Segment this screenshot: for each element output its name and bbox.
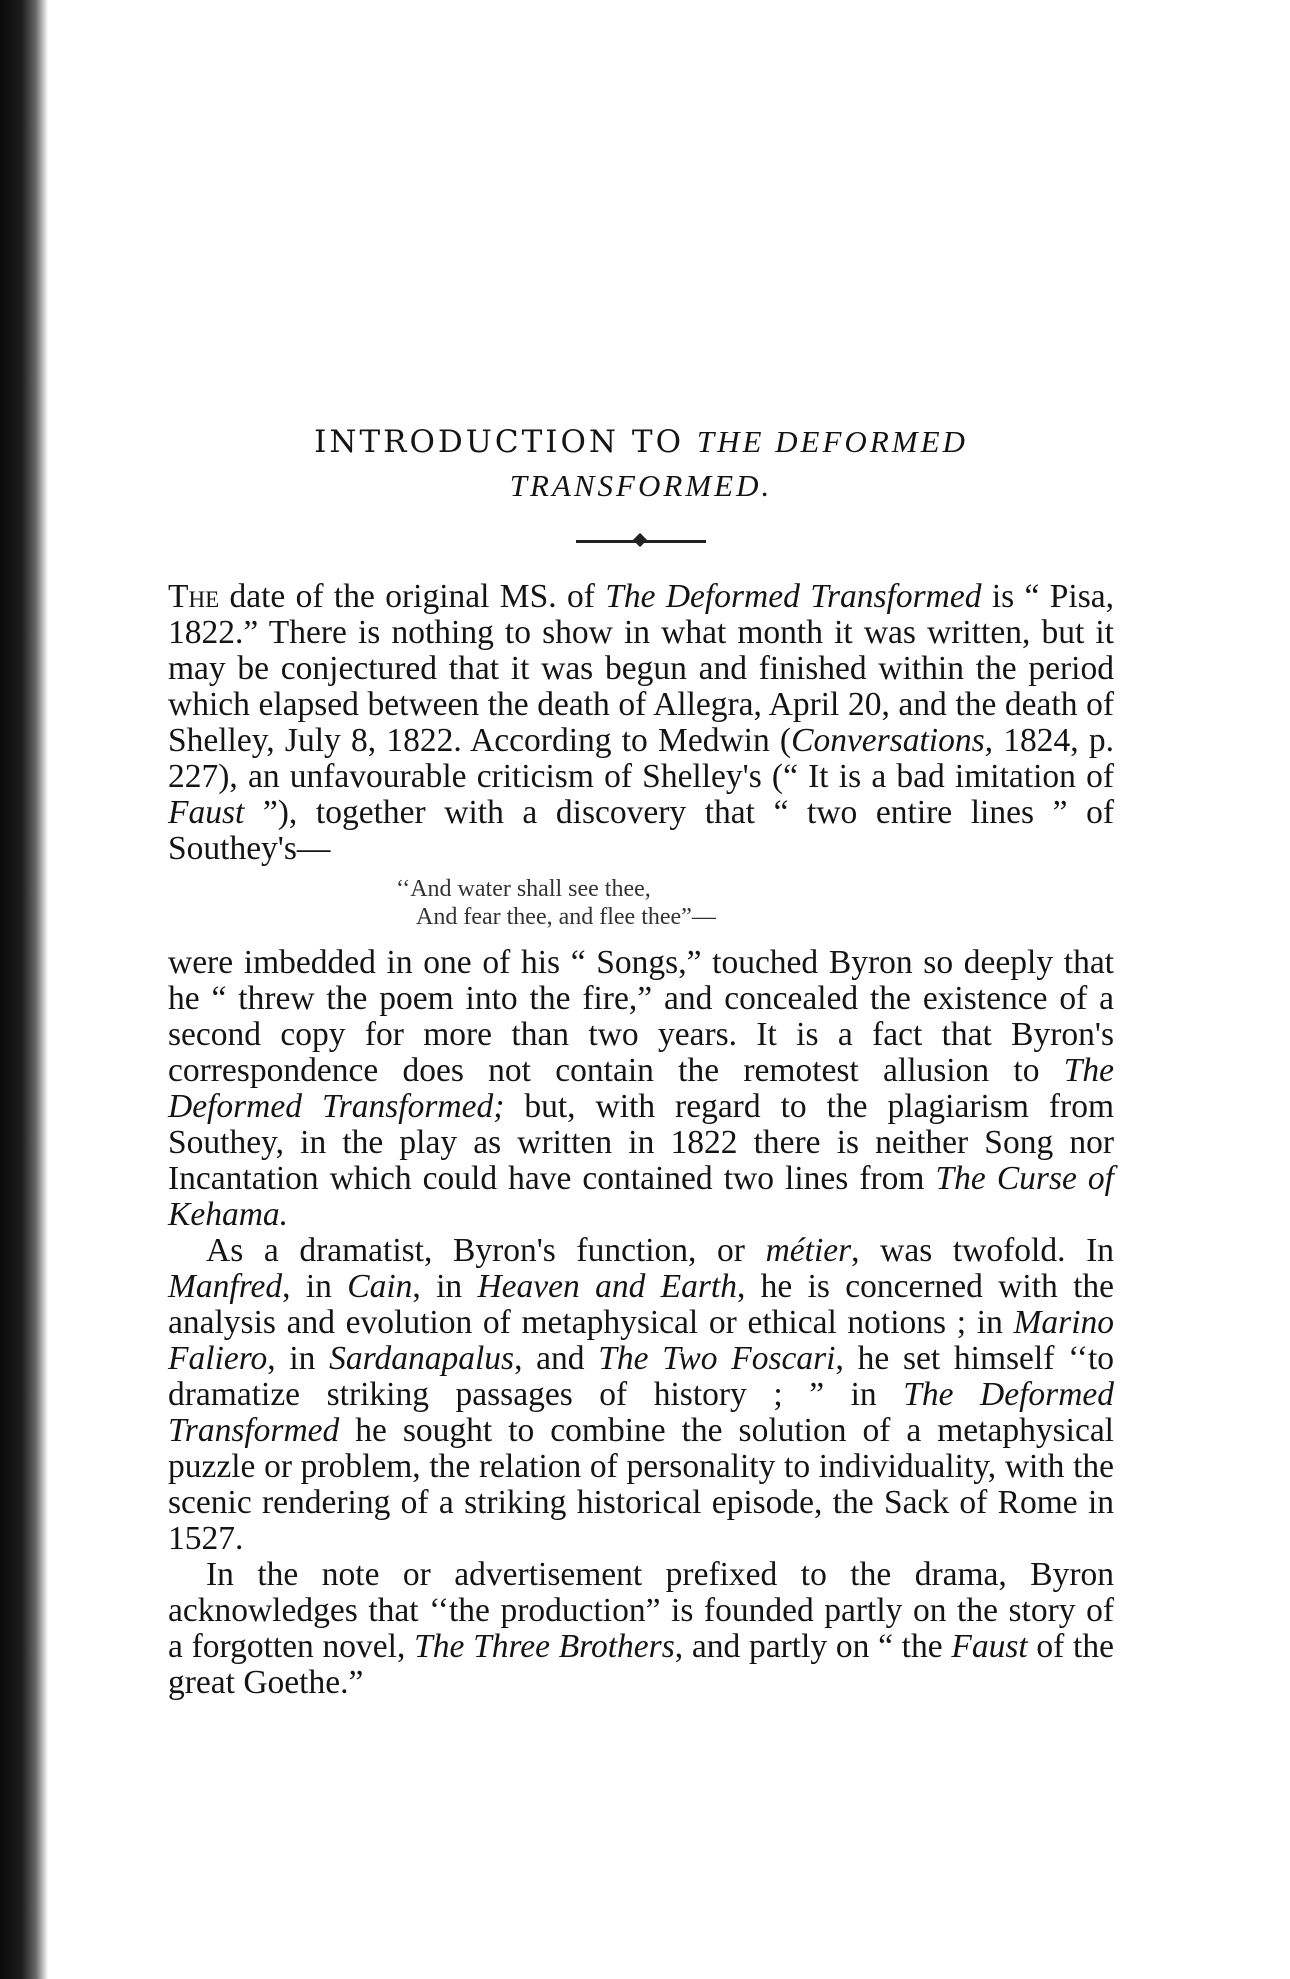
italic-text: Heaven and Earth [477, 1268, 737, 1305]
text-run: is “ Pisa, 1822.” There is nothing to show in what month it was written, but it may be conjectured that it was begun and finished within the period which elapsed between the death of Allegra, April 20, and the death of Shelley, July 8, 1822. According to Medwin ( [168, 578, 1114, 759]
italic-text: The Deformed Transformed [168, 1376, 1115, 1449]
paragraph [168, 945, 1114, 1233]
paragraph [168, 1233, 1114, 1557]
italic-text: Faust [951, 1628, 1028, 1665]
italic-text: Cain [347, 1268, 413, 1305]
title-prefix: INTRODUCTION TO [314, 424, 684, 460]
text-run: , in [267, 1340, 330, 1377]
italic-text: The Curse of Kehama. [168, 1160, 1114, 1233]
verse-quote [396, 875, 1114, 931]
italic-text: Sardanapalus [329, 1340, 515, 1377]
text-run: , he set himself ‘‘to dramatize striking passages of history ; ” in [168, 1340, 1115, 1413]
title-line-2 [168, 464, 1114, 508]
italic-text: The Deformed Transformed [605, 578, 982, 615]
text-run: , was twofold. In [851, 1232, 1114, 1269]
verse-line: ‘‘And water shall see thee, [396, 876, 651, 902]
italic-text: métier [765, 1232, 852, 1269]
text-run: , he is concerned with the analysis and evolution of metaphysical or ethical notions ; in [168, 1268, 1115, 1341]
italic-text: Manfred [168, 1268, 283, 1305]
book-binding-edge [0, 0, 48, 1979]
title-italic-1: THE DEFORMED [696, 424, 968, 459]
italic-text: The Two Foscari [598, 1340, 836, 1377]
text-run: , and [514, 1340, 599, 1377]
text-run: As a dramatist, Byron's function, or [206, 1232, 766, 1269]
ornamental-rule [576, 540, 706, 543]
paragraph [168, 579, 1114, 867]
page-title [168, 420, 1114, 508]
text-run: 1824, p. 227), an unfavourable criticism of Shelley's (“ It is a bad imitation of [168, 722, 1114, 795]
text-run: were imbedded in one of his “ Songs,” touched Byron so deeply that he “ threw the poem into the fire,” and concealed the existence of a second copy for more than two years. It is a fact that Byron's correspondence does not contain the remotest allusion to [168, 944, 1114, 1089]
text-run: but, with regard to the plagiarism from Southey, in the play as written in 1822 there is neither Song nor Incantation which could have contained two lines from [168, 1088, 1114, 1197]
italic-text: Conversations, [791, 722, 994, 759]
paragraph [168, 1557, 1114, 1701]
text-run: , in [412, 1268, 478, 1305]
italic-text: Marino Faliero [168, 1304, 1114, 1377]
text-body [168, 579, 1114, 1701]
text-run: he sought to combine the solution of a metaphysical puzzle or problem, the relation of personality to individuality, with the scenic rendering of a striking historical episode, the Sack of Rome in 1527. [168, 1412, 1114, 1557]
italic-text: The Deformed Transformed; [168, 1052, 1114, 1125]
title-line-1 [168, 420, 1114, 464]
page-body [168, 420, 1114, 1701]
italic-text: Faust [168, 794, 245, 831]
verse-line: And fear thee, and flee thee”— [416, 904, 716, 930]
text-run: of the great Goethe.” [168, 1628, 1114, 1701]
italic-text: The Three Brothers [414, 1628, 675, 1665]
title-italic-2: TRANSFORMED. [509, 468, 773, 503]
text-run: The [168, 578, 220, 615]
text-run: , and partly on “ the [674, 1628, 952, 1665]
text-run: date of the original MS. of [219, 578, 606, 615]
text-run: , in [282, 1268, 348, 1305]
text-run: In the note or advertisement prefixed to the drama, Byron acknowledges that ‘‘the production” is founded partly on the story of a forgotten novel, [168, 1556, 1114, 1665]
text-run: ”), together with a discovery that “ two entire lines ” of Southey's— [168, 794, 1114, 867]
